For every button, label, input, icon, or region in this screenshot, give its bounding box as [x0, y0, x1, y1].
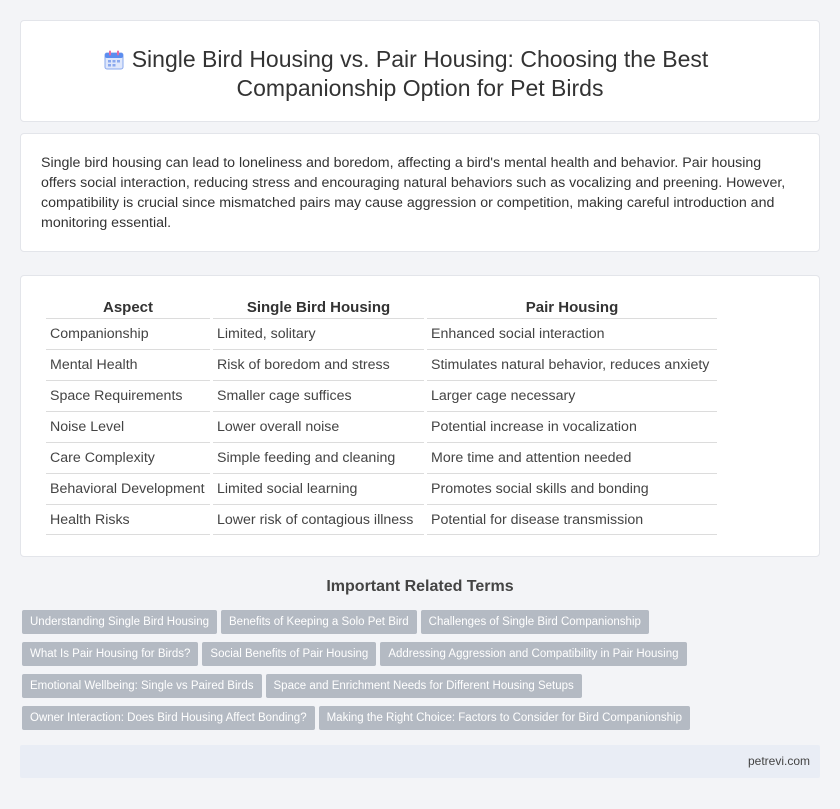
title-card	[20, 20, 820, 122]
related-term-tag[interactable]: Social Benefits of Pair Housing	[202, 642, 376, 666]
cell-pair: Enhanced social interaction	[427, 318, 717, 349]
footer-site-link[interactable]: petrevi.com	[747, 754, 810, 768]
table-row	[46, 473, 717, 504]
cell-single: Limited, solitary	[213, 318, 424, 349]
table-row	[46, 349, 717, 380]
cell-pair: Promotes social skills and bonding	[427, 473, 717, 504]
cell-pair: Potential increase in vocalization	[427, 411, 717, 442]
table-row	[46, 411, 717, 442]
header-aspect: Aspect	[102, 299, 154, 316]
comparison-card	[20, 275, 820, 557]
intro-paragraph: Single bird housing can lead to loneliness and boredom, affecting a bird's mental health and behavior. Pair housing offers social interaction, reducing stress and encouraging natural behaviors such as vocalizing and preening. However, compatibility is crucial since mismatched pairs may cause aggression or competition, making careful introduction and monitoring essential.	[41, 155, 786, 231]
related-terms-heading: Important Related Terms	[326, 578, 514, 595]
related-term-tag[interactable]: Owner Interaction: Does Bird Housing Affect Bonding?	[22, 706, 315, 730]
cell-aspect: Behavioral Development	[46, 473, 210, 504]
cell-single: Limited social learning	[213, 473, 424, 504]
related-term-tag[interactable]: Benefits of Keeping a Solo Pet Bird	[221, 610, 417, 634]
tag-row	[22, 642, 822, 674]
tag-row	[22, 674, 822, 706]
cell-aspect: Care Complexity	[46, 442, 210, 473]
table-header-row	[46, 298, 717, 318]
tag-row	[22, 706, 822, 738]
related-terms-list	[22, 610, 822, 738]
related-term-tag[interactable]: Challenges of Single Bird Companionship	[421, 610, 649, 634]
calendar-icon	[103, 49, 125, 71]
header-pair: Pair Housing	[525, 299, 619, 316]
cell-single: Simple feeding and cleaning	[213, 442, 424, 473]
page-title: Single Bird Housing vs. Pair Housing: Choosing the Best Companionship Option for Pet Birds	[131, 46, 709, 101]
cell-aspect: Noise Level	[46, 411, 210, 442]
footer-bar	[20, 745, 820, 778]
cell-pair: More time and attention needed	[427, 442, 717, 473]
tag-row	[22, 610, 822, 642]
cell-aspect: Space Requirements	[46, 380, 210, 411]
header-single-bird: Single Bird Housing	[246, 299, 391, 316]
cell-pair: Stimulates natural behavior, reduces anxiety	[427, 349, 717, 380]
table-row	[46, 380, 717, 411]
cell-aspect: Companionship	[46, 318, 210, 349]
related-term-tag[interactable]: Making the Right Choice: Factors to Consider for Bird Companionship	[319, 706, 690, 730]
table-row	[46, 504, 717, 535]
intro-card	[20, 133, 820, 252]
cell-aspect: Health Risks	[46, 504, 210, 535]
cell-single: Lower risk of contagious illness	[213, 504, 424, 535]
related-term-tag[interactable]: Space and Enrichment Needs for Different Housing Setups	[266, 674, 582, 698]
related-term-tag[interactable]: What Is Pair Housing for Birds?	[22, 642, 198, 666]
cell-pair: Larger cage necessary	[427, 380, 717, 411]
cell-pair: Potential for disease transmission	[427, 504, 717, 535]
table-row	[46, 318, 717, 349]
cell-single: Smaller cage suffices	[213, 380, 424, 411]
cell-single: Risk of boredom and stress	[213, 349, 424, 380]
comparison-table	[43, 298, 720, 535]
related-term-tag[interactable]: Understanding Single Bird Housing	[22, 610, 217, 634]
title-wrap	[21, 45, 819, 103]
cell-aspect: Mental Health	[46, 349, 210, 380]
table-row	[46, 442, 717, 473]
related-term-tag[interactable]: Emotional Wellbeing: Single vs Paired Birds	[22, 674, 262, 698]
related-term-tag[interactable]: Addressing Aggression and Compatibility in Pair Housing	[380, 642, 686, 666]
cell-single: Lower overall noise	[213, 411, 424, 442]
